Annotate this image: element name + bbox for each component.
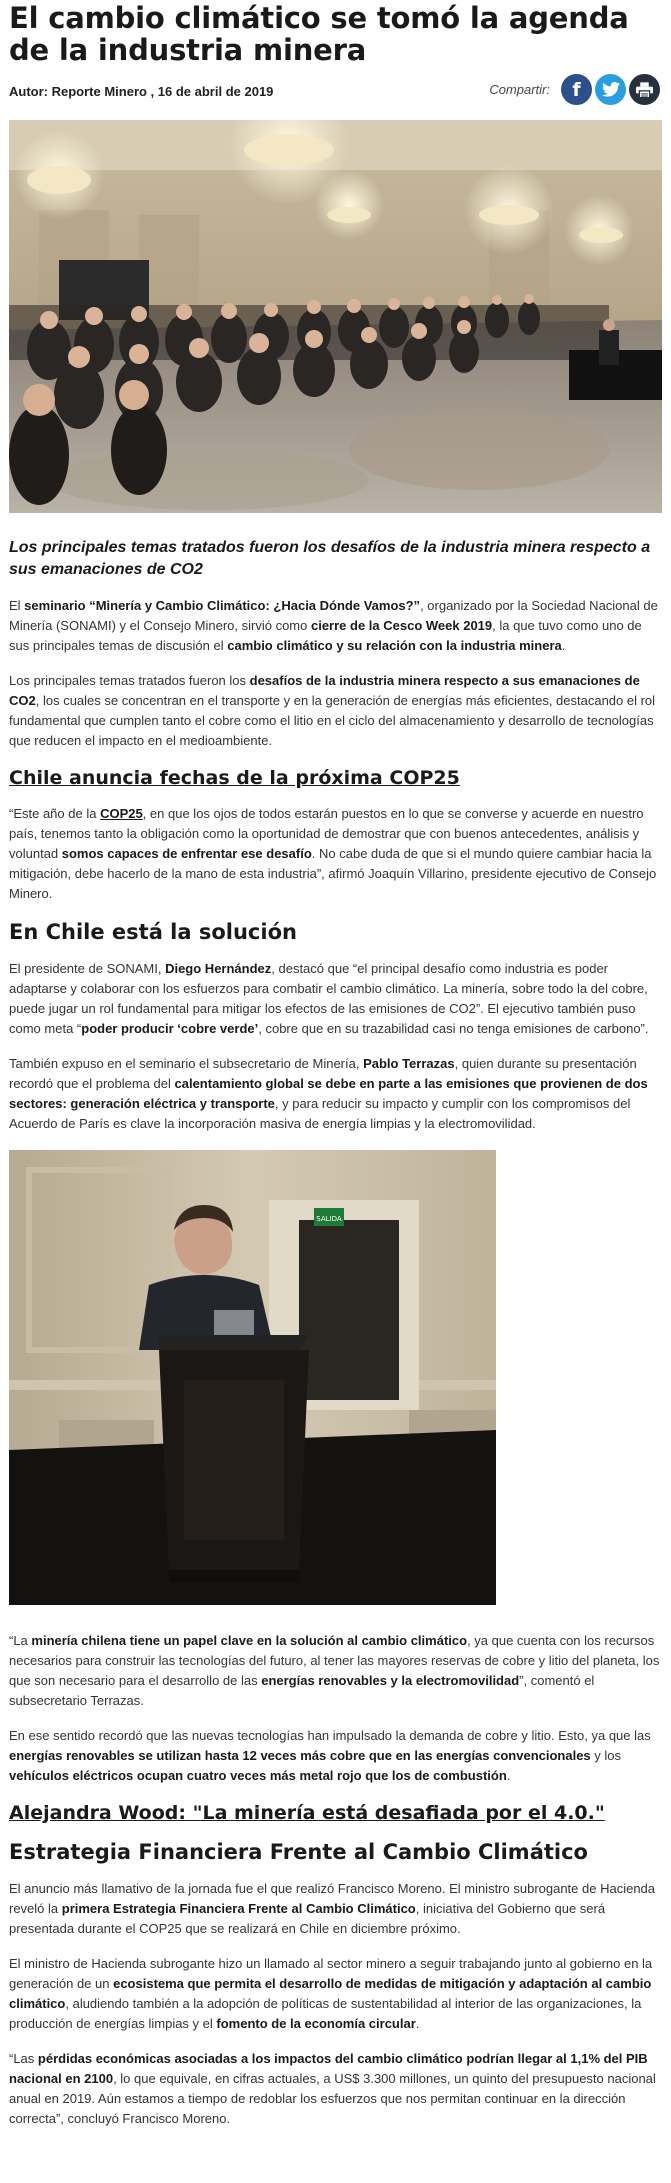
print-icon (636, 82, 653, 98)
cop25-link[interactable]: COP25 (100, 806, 143, 821)
speaker-podium-photo (9, 1150, 496, 1605)
paragraph-8: El anuncio más llamativo de la jornada fue el que realizó Francisco Moreno. El ministro subrogante de Hacienda reveló la primera Estrategia Financiera Frente al Cambio Climático, iniciativa del Gobierno que será presentada durante el COP25 que se realizará en Chile en diciembre próximo. (9, 1881, 656, 1936)
facebook-icon: f (572, 78, 581, 101)
twitter-share-button[interactable] (595, 74, 626, 105)
paragraph-7: En ese sentido recordó que las nuevas tecnologías han impulsado la demanda de cobre y litio. Esto, ya que las energías renovables se utilizan hasta 12 veces más cobre que en las energías convencionales y los vehículos eléctricos ocupan cuatro veces más metal rojo que los de combustión. (9, 1728, 651, 1783)
solution-heading: En Chile está la solución (9, 920, 297, 944)
article-lead: Los principales temas tratados fueron los desafíos de la industria minera respecto a sus emanaciones de CO2 (9, 539, 651, 578)
exit-sign: SALIDA (316, 1215, 342, 1223)
article-author-date: Autor: Reporte Minero , 16 de abril de 2019 (9, 84, 274, 99)
share-bar (489, 74, 660, 105)
print-button[interactable] (629, 74, 660, 105)
paragraph-1: El seminario “Minería y Cambio Climático: ¿Hacia Dónde Vamos?”, organizado por la Sociedad Nacional de Minería (SONAMI) y el Consejo Minero, sirvió como cierre de la Cesco Week 2019, la que tuvo como uno de sus principales temas de discusión el cambio climático y su relación con la industria minera. (9, 598, 658, 653)
article-title: El cambio climático se tomó la agenda de la industria minera (9, 1, 629, 67)
facebook-share-button[interactable] (561, 74, 592, 105)
paragraph-2: Los principales temas tratados fueron los desafíos de la industria minera respecto a sus emanaciones de CO2, los cuales se concentran en el transporte y en la generación de energías más eficientes, destacando el rol fundamental que cumplen tanto el cobre como el litio en el ciclo del almacenamiento y desarrollo de tecnologías que reducen el impacto en el medioambiente. (9, 673, 656, 748)
alejandra-wood-heading-link[interactable]: Alejandra Wood: "La minería está desafiada por el 4.0." (9, 1802, 605, 1824)
article-meta (9, 70, 662, 116)
seminar-audience-photo (9, 120, 662, 513)
financial-strategy-heading: Estrategia Financiera Frente al Cambio Climático (9, 1840, 588, 1864)
paragraph-10: “Las pérdidas económicas asociadas a los impactos del cambio climático podrían llegar al 1,1% del PIB nacional en 2100, lo que equivale, en cifras actuales, a US$ 3.300 millones, un quinto del presupuesto nacional anual en 2019. Aún estamos a tiempo de redoblar los esfuerzos que nos permitan continuar en la dirección correcta”, concluyó Francisco Moreno. (9, 2051, 656, 2126)
twitter-icon (602, 82, 620, 97)
paragraph-9: El ministro de Hacienda subrogante hizo un llamado al sector minero a seguir trabajando junto al gobierno en la generación de un ecosistema que permita el desarrollo de medidas de mitigación y adaptación al cambio climático, aludiendo también a la adopción de políticas de sustentabilidad al interior de las organizaciones, la producción de energías limpias y el fomento de la economía circular. (9, 1956, 653, 2031)
share-label: Compartir: (489, 82, 550, 97)
paragraph-5: También expuso en el seminario el subsecretario de Minería, Pablo Terrazas, quien durante su presentación recordó que el problema del calentamiento global se debe en parte a las emisiones que provienen de dos sectores: generación eléctrica y transporte, y para reducir su impacto y cumplir con los compromisos del Acuerdo de París es clave la incorporación masiva de energía limpias y la electromovilidad. (9, 1056, 648, 1131)
paragraph-6: “La minería chilena tiene un papel clave en la solución al cambio climático, ya que cuenta con los recursos necesarios para construir las tecnologías del futuro, al tener las mayores reservas de cobre y litio del planeta, los que son necesario para el desarrollo de las energías renovables y la electromovilidad”, comentó el subsecretario Terrazas. (9, 1633, 660, 1708)
paragraph-4: El presidente de SONAMI, Diego Hernández, destacó que “el principal desafío como industria es poder adaptarse y colaborar con los esfuerzos para combatir el cambio climático. La minería, sobre todo la del cobre, puede jugar un rol fundamental para mitigar los efectos de las emisiones de CO2”. El ejecutivo también puso como meta “poder producir ‘cobre verde’, cobre que en su trazabilidad casi no tenga emisiones de carbono”. (9, 961, 649, 1036)
paragraph-3: “Este año de la COP25, en que los ojos de todos estarán puestos en lo que se converse y acuerde en nuestro país, tenemos tanto la obligación como la oportunidad de demostrar que con buenos antecedentes, análisis y voluntad somos capaces de enfrentar ese desafío. No cabe duda de que si el mundo quiere cambiar hacia la mitigación, debe hacerlo de la mano de esta industria”, afirmó Joaquín Villarino, presidente ejecutivo de Consejo Minero. (9, 806, 657, 901)
cop25-heading-link[interactable]: Chile anuncia fechas de la próxima COP25 (9, 767, 460, 789)
